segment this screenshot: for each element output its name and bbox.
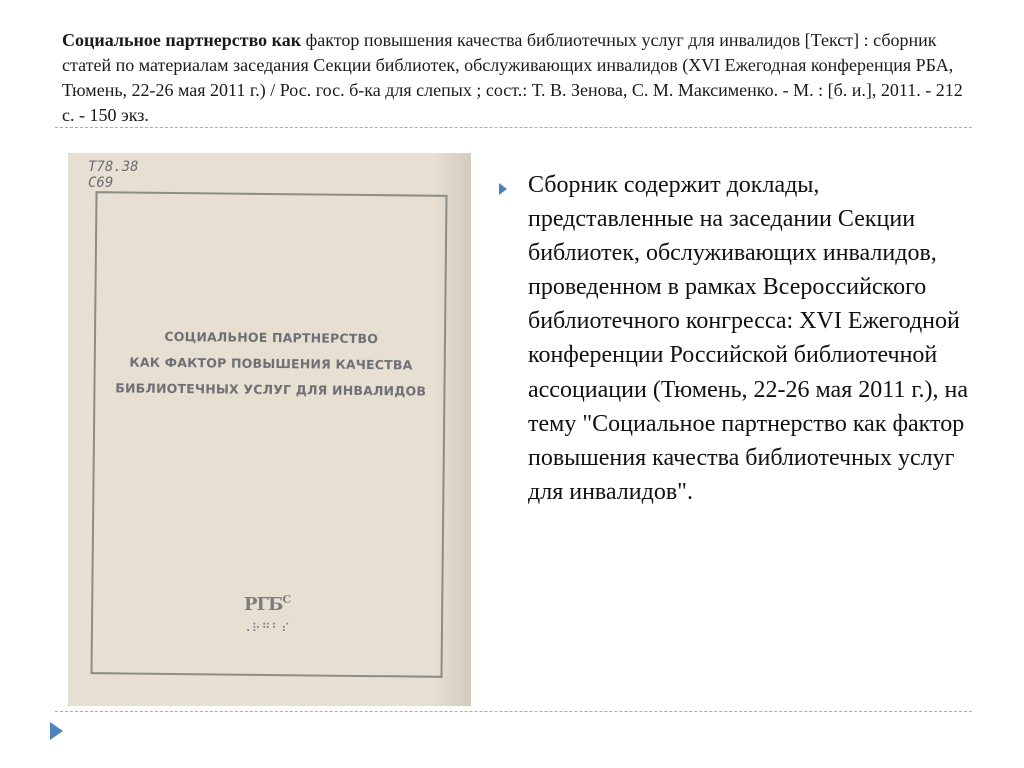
citation-text: фактор повышения качества библиотечных услуг для инвалидов [Текст] : сборник статей по материалам заседания Секции библиотек, обслуживающих инвалидов (XVI Ежегодная конференция РБА, Тюмень, 22-26 мая 2011 г.) / Рос. гос. б-ка для слепых ; сост.: Т. В. Зенова, С. М. Максименко. - М. : [б. и.], 2011. - 212 с. - 150 экз. (62, 30, 963, 125)
bottom-divider (55, 711, 972, 712)
shelfmark (88, 159, 139, 191)
logo-sup: С (282, 593, 291, 606)
cover-title (106, 323, 437, 404)
bibliographic-citation (62, 28, 972, 128)
cover-title-line: СОЦИАЛЬНОЕ ПАРТНЕРСТВО (164, 328, 379, 347)
top-divider (55, 127, 972, 128)
cover-title-line: КАК ФАКТОР ПОВЫШЕНИЯ КАЧЕСТВА (129, 354, 413, 373)
triangle-right-icon (499, 183, 507, 195)
book-cover-image (68, 153, 471, 706)
next-slide-icon[interactable] (50, 722, 63, 740)
bullet-description: Сборник содержит доклады, представленные на заседании Секции библиотек, обслуживающих инвалидов, проведенном в рамках Всероссийского библиотечного конгресса: XVI Ежегодной конференции Российской библиотечной ассоциации (Тюмень, 22-26 мая 2011 г.), на тему "Социальное партнерство как фактор повышения качества библиотечных услуг для инвалидов". (528, 172, 968, 505)
braille-mark: ⠠⠗⠛⠃⠎ (242, 621, 291, 635)
shelfmark-line-1: Т78.38 (88, 159, 139, 175)
logo-text: РГБ (244, 594, 283, 615)
publisher-logo (244, 593, 290, 615)
cover-title-line: БИБЛИОТЕЧНЫХ УСЛУГ ДЛЯ ИНВАЛИДОВ (115, 380, 427, 399)
citation-bold-lead: Социальное партнерство как (62, 30, 302, 50)
shelfmark-line-2: С69 (88, 175, 114, 191)
